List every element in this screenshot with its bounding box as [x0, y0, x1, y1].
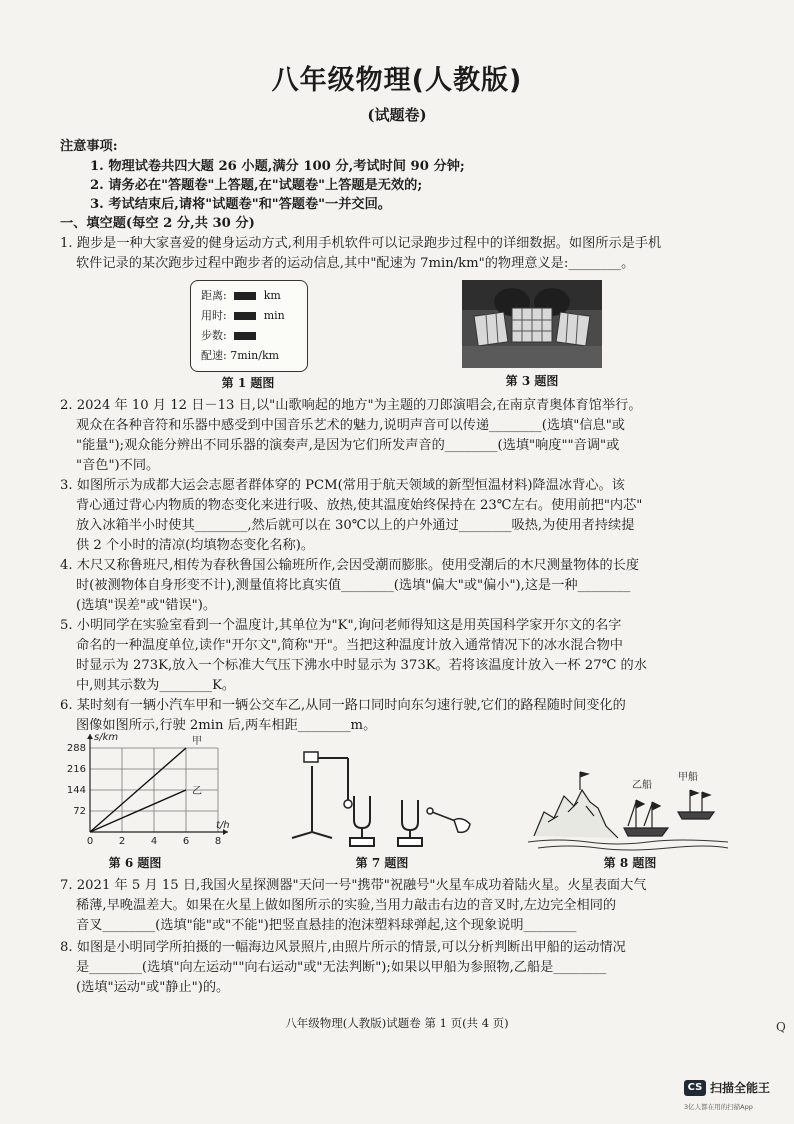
notice-item-3: 3. 考试结束后,请将"试题卷"和"答题卷"一并交回。 [90, 197, 391, 212]
x-axis-label: t/h [216, 820, 230, 831]
y-axis-label: s/km [94, 732, 119, 743]
q2-line-4: "音色")不同。 [76, 458, 160, 473]
steps-label: 步数: [201, 329, 227, 342]
redacted-value [234, 312, 256, 320]
q3-line-2: 背心通过背心内物质的物态变化来进行吸、放热,使其温度始终保持在 23℃左右。使用前把"内芯" [76, 498, 643, 513]
fig1-caption: 第 1 题图 [221, 376, 275, 390]
pace-row [201, 347, 279, 363]
fig3-caption: 第 3 题图 [505, 374, 559, 388]
x-tick-label: 8 [214, 836, 222, 847]
page-title: 八年级物理(人教版) [271, 65, 523, 96]
x-tick-label: 2 [118, 836, 126, 847]
label-ship-yi: 乙船 [632, 780, 652, 791]
q1-line-1: 1. 跑步是一种大家喜爱的健身运动方式,利用手机软件可以记录跑步过程中的详细数据。如图所示是手机 [60, 236, 662, 251]
hammer-hand [427, 808, 470, 832]
q3-line-3: 放入冰箱半小时使其________,然后就可以在 30℃以上的户外通过________吸热,为使用者持续提 [76, 518, 635, 533]
q4-line-1: 4. 木尺又称鲁班尺,相传为春秋鲁国公输班所作,会因受潮而膨胀。使用受潮后的木尺测量物体的长度 [60, 558, 640, 573]
scanner-watermark [684, 1078, 794, 1124]
q4-line-2: 时(被测物体自身形变不计),测量值将比真实值________(选填"偏大"或"偏小"),这是一种________ [76, 578, 631, 593]
time-row [201, 307, 285, 323]
notice-item-2: 2. 请务必在"答题卷"上答题,在"试题卷"上答题是无效的; [90, 178, 423, 193]
q5-line-4: 中,则其示数为________K。 [76, 678, 236, 693]
ship-yi [624, 800, 668, 836]
q1-line-2: 软件记录的某次跑步过程中跑步者的运动信息,其中"配速为 7min/km"的物理意义是:________。 [76, 256, 635, 271]
notice-heading: 注意事项: [60, 139, 118, 154]
q7-line-3: 音叉________(选填"能"或"不能")把竖直悬挂的泡沫塑料球弹起,这个现象说明________ [76, 918, 577, 933]
redacted-value [234, 332, 256, 340]
q6-line-1: 6. 某时刻有一辆小汽车甲和一辆公交车乙,从同一路口同时向东匀速行驶,它们的路程随时间变化的 [60, 698, 626, 713]
camscanner-logo-icon: CS [684, 1080, 706, 1096]
redacted-value [234, 292, 256, 300]
q3-line-4: 供 2 个小时的清凉(均填物态变化名称)。 [76, 538, 315, 553]
q2-line-3: "能量");观众能分辨出不同乐器的演奏声,是因为它们所发声音的________(选填"响度""音调"或 [76, 438, 620, 453]
x-tick-label: 4 [150, 836, 158, 847]
scanner-app-slogan: 3亿人都在用的扫描App [684, 1103, 753, 1111]
left-fork [350, 796, 374, 846]
y-tick-label: 216 [66, 764, 86, 775]
scanner-app-name: 扫描全能王 [710, 1081, 771, 1095]
q5-line-2: 命名的一种温度单位,读作"开尔文",简称"开"。当把这种温度计放入通常情况下的冰水混合物中 [76, 638, 623, 653]
foam-ball [344, 800, 352, 808]
fig7-caption: 第 7 题图 [355, 856, 409, 870]
fig6-caption: 第 6 题图 [108, 856, 162, 870]
q4-line-3: (选填"误差"或"错误")。 [76, 598, 217, 613]
running-app-panel [190, 280, 308, 372]
time-unit: min [263, 309, 285, 322]
chart-tick-labels [67, 732, 230, 847]
ship-jia [678, 790, 714, 819]
q7-line-2: 稀薄,早晚温差大。如果在火星上做如图所示的实验,当用力敲击右边的音叉时,左边完全相同的 [76, 898, 617, 913]
q5-line-3: 时显示为 273K,放入一个标准大气压下沸水中时显示为 373K。若将该温度计放入一杯 27℃ 的水 [76, 658, 647, 673]
time-label: 用时: [201, 309, 227, 322]
chart-axes [87, 734, 228, 835]
section-heading: 一、填空题(每空 2 分,共 30 分) [60, 216, 255, 231]
y-tick-label: 72 [73, 806, 86, 817]
series-label-yi: 乙 [192, 786, 202, 797]
q6-line-2: 图像如图所示,行驶 2min 后,两车相距________m。 [76, 718, 377, 733]
x-tick-label: 6 [182, 836, 190, 847]
distance-row [201, 287, 281, 303]
page-subtitle: (试题卷) [367, 106, 427, 124]
tuning-fork-experiment [282, 742, 482, 854]
q7-line-1: 7. 2021 年 5 月 15 日,我国火星探测器"天问一号"携带"祝融号"火星车成功着陆火星。火星表面大气 [60, 878, 647, 893]
y-tick-label: 144 [66, 785, 86, 796]
q3-line-1: 3. 如图所示为成都大运会志愿者群体穿的 PCM(常用于航天领域的新型恒温材料)降温冰背心。该 [60, 478, 625, 493]
q5-line-1: 5. 小明同学在实验室看到一个温度计,其单位为"K",询问老师得知这是用英国科学家开尔文的名字 [60, 618, 622, 633]
distance-label: 距离: [201, 289, 227, 302]
page-footer: 八年级物理(人教版)试题卷 第 1 页(共 4 页) [285, 1016, 509, 1030]
label-ship-jia: 甲船 [678, 772, 698, 783]
q8-line-2: 是________(选填"向左运动""向右运动"或"无法判断");如果以甲船为参照物,乙船是________ [76, 960, 607, 975]
notice-item-1: 1. 物理试卷共四大题 26 小题,满分 100 分,考试时间 90 分钟; [90, 159, 465, 174]
pace-value: 7min/km [230, 349, 280, 362]
y-tick-label: 288 [66, 743, 86, 754]
q2-line-2: 观众在各种音符和乐器中感受到中国音乐艺术的魅力,说明声音可以传递________(选填"信息"或 [76, 418, 625, 433]
distance-unit: km [263, 289, 281, 302]
q2-line-1: 2. 2024 年 10 月 12 日－13 日,以"山歌响起的地方"为主题的刀郎演唱会,在南京青奥体育馆举行。 [60, 398, 642, 413]
fig8-caption: 第 8 题图 [603, 856, 657, 870]
x-tick-label: 0 [86, 836, 94, 847]
pace-label: 配速: [201, 349, 227, 362]
margin-mark: Q [776, 1020, 786, 1034]
cooling-vest-photo [462, 280, 602, 368]
series-label-jia: 甲 [192, 736, 202, 747]
right-fork [398, 800, 422, 846]
steps-row [201, 327, 260, 343]
q8-line-1: 8. 如图是小明同学所拍摄的一幅海边风景照片,由照片所示的情景,可以分析判断出甲船的运动情况 [60, 940, 626, 955]
st-chart [58, 728, 228, 852]
harbor-scene [528, 766, 728, 852]
q8-line-3: (选填"运动"或"静止")的。 [76, 980, 230, 995]
y-axis-arrow [87, 734, 93, 739]
